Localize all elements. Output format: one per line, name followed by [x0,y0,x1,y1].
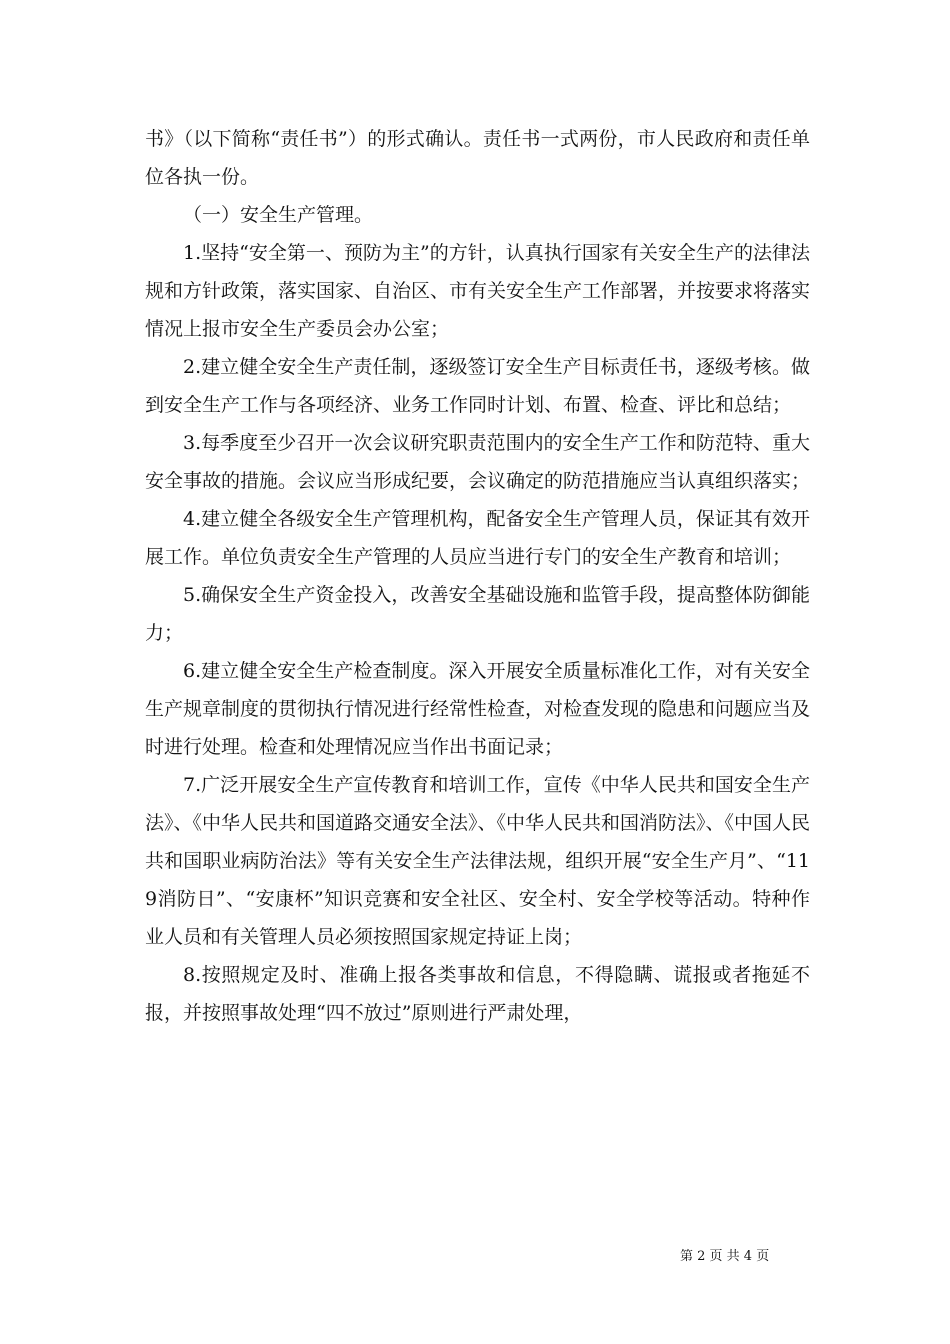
section-heading-safety-management: （一）安全生产管理。 [183,204,374,226]
list-item-3: 3.每季度至少召开一次会议研究职责范围内的安全生产工作和防范特、重大安全事故的措施。会议应当形成纪要，会议确定的防范措施应当认真组织落实； [145,432,811,492]
list-item-5: 5.确保安全生产资金投入，改善安全基础设施和监管手段，提高整体防御能力； [145,584,810,644]
page-number-footer: 第 2 页 共 4 页 [680,1249,770,1264]
list-item-7: 7.广泛开展安全生产宣传教育和培训工作，宣传《中华人民共和国安全生产法》、《中华人民共和国道路交通安全法》、《中华人民共和国消防法》、《中国人民共和国职业病防治法》等有关安全生产法律法规，组织开展“安全生产月”、“119消防日”、“安康杯”知识竞赛和安全社区、安全村、安全学校等活动。特种作业人员和有关管理人员必须按照国家规定持证上岗； [145,774,811,948]
list-item-8: 8.按照规定及时、准确上报各类事故和信息，不得隐瞒、谎报或者拖延不报，并按照事故处理“四不放过”原则进行严肃处理， [145,964,810,1024]
list-item-4: 4.建立健全各级安全生产管理机构，配备安全生产管理人员，保证其有效开展工作。单位负责安全生产管理的人员应当进行专门的安全生产教育和培训； [145,508,810,568]
document-body [145,120,810,1032]
list-item-2: 2.建立健全安全生产责任制，逐级签订安全生产目标责任书，逐级考核。做到安全生产工作与各项经济、业务工作同时计划、布置、检查、评比和总结； [145,356,810,416]
list-item-1: 1.坚持“安全第一、预防为主”的方针，认真执行国家有关安全生产的法律法规和方针政策，落实国家、自治区、市有关安全生产工作部署，并按要求将落实情况上报市安全生产委员会办公室； [145,242,811,340]
paragraph-continuation: 书》（以下简称“责任书”）的形式确认。责任书一式两份，市人民政府和责任单位各执一份。 [145,128,810,188]
list-item-6: 6.建立健全安全生产检查制度。深入开展安全质量标准化工作，对有关安全生产规章制度的贯彻执行情况进行经常性检查，对检查发现的隐患和问题应当及时进行处理。检查和处理情况应当作出书面记录； [145,660,811,758]
